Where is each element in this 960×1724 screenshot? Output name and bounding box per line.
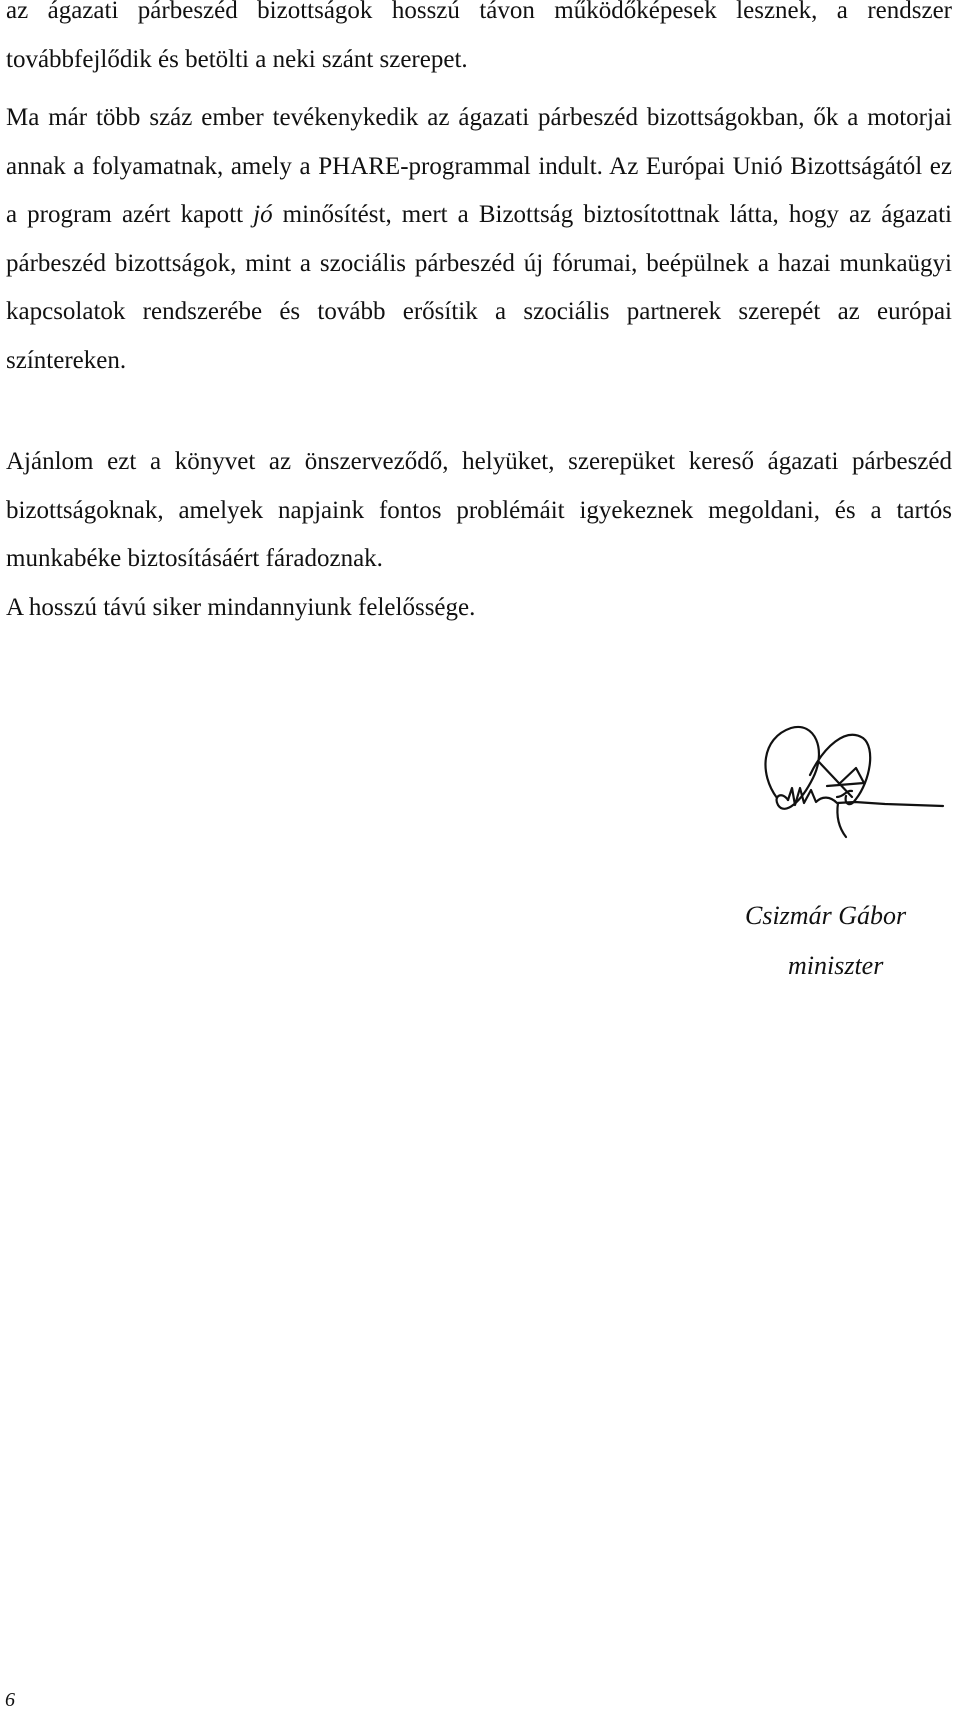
paragraph-text-after-italic: minősítést, mert a Bizottság biztosítottnak látta, hogy az ágazati párbeszéd bizottságok, mint a szociális párbeszéd új fórumai, beépülnek a hazai munkaügyi kapcsolatok rendszerébe és tovább erősítik a szociális partnerek szerepét az európai színtereken.	[6, 201, 952, 374]
paragraph-phare-program	[6, 94, 952, 386]
page-number: 6	[5, 1689, 15, 1711]
handwritten-signature	[755, 720, 945, 850]
paragraph-closing: A hosszú távú siker mindannyiunk felelőssége.	[6, 594, 476, 621]
signatory-title: miniszter	[788, 951, 884, 980]
paragraph-text-before-italic: Ma már több száz ember tevékenykedik az ágazati párbeszéd bizottságokban, ők a motorjai annak a folyamatnak, amely a PHARE-programmal indult. Az Európai Unió Bizottságától ez a program azért kapott	[6, 104, 952, 229]
signatory-name: Csizmár Gábor	[745, 901, 907, 930]
italic-rating-word: jó	[253, 201, 273, 229]
paragraph-continued: az ágazati párbeszéd bizottságok hosszú távon működőképesek lesznek, a rendszer továbbfejlődik és betölti a neki szánt szerepet.	[6, 0, 952, 73]
paragraph-book-recommendation: Ajánlom ezt a könyvet az önszerveződő, helyüket, szerepüket kereső ágazati párbeszéd bizottságoknak, amelyek napjaink fontos problémáit igyekeznek megoldani, és a tartós munkabéke biztosításáért fáradoznak.	[6, 448, 952, 573]
